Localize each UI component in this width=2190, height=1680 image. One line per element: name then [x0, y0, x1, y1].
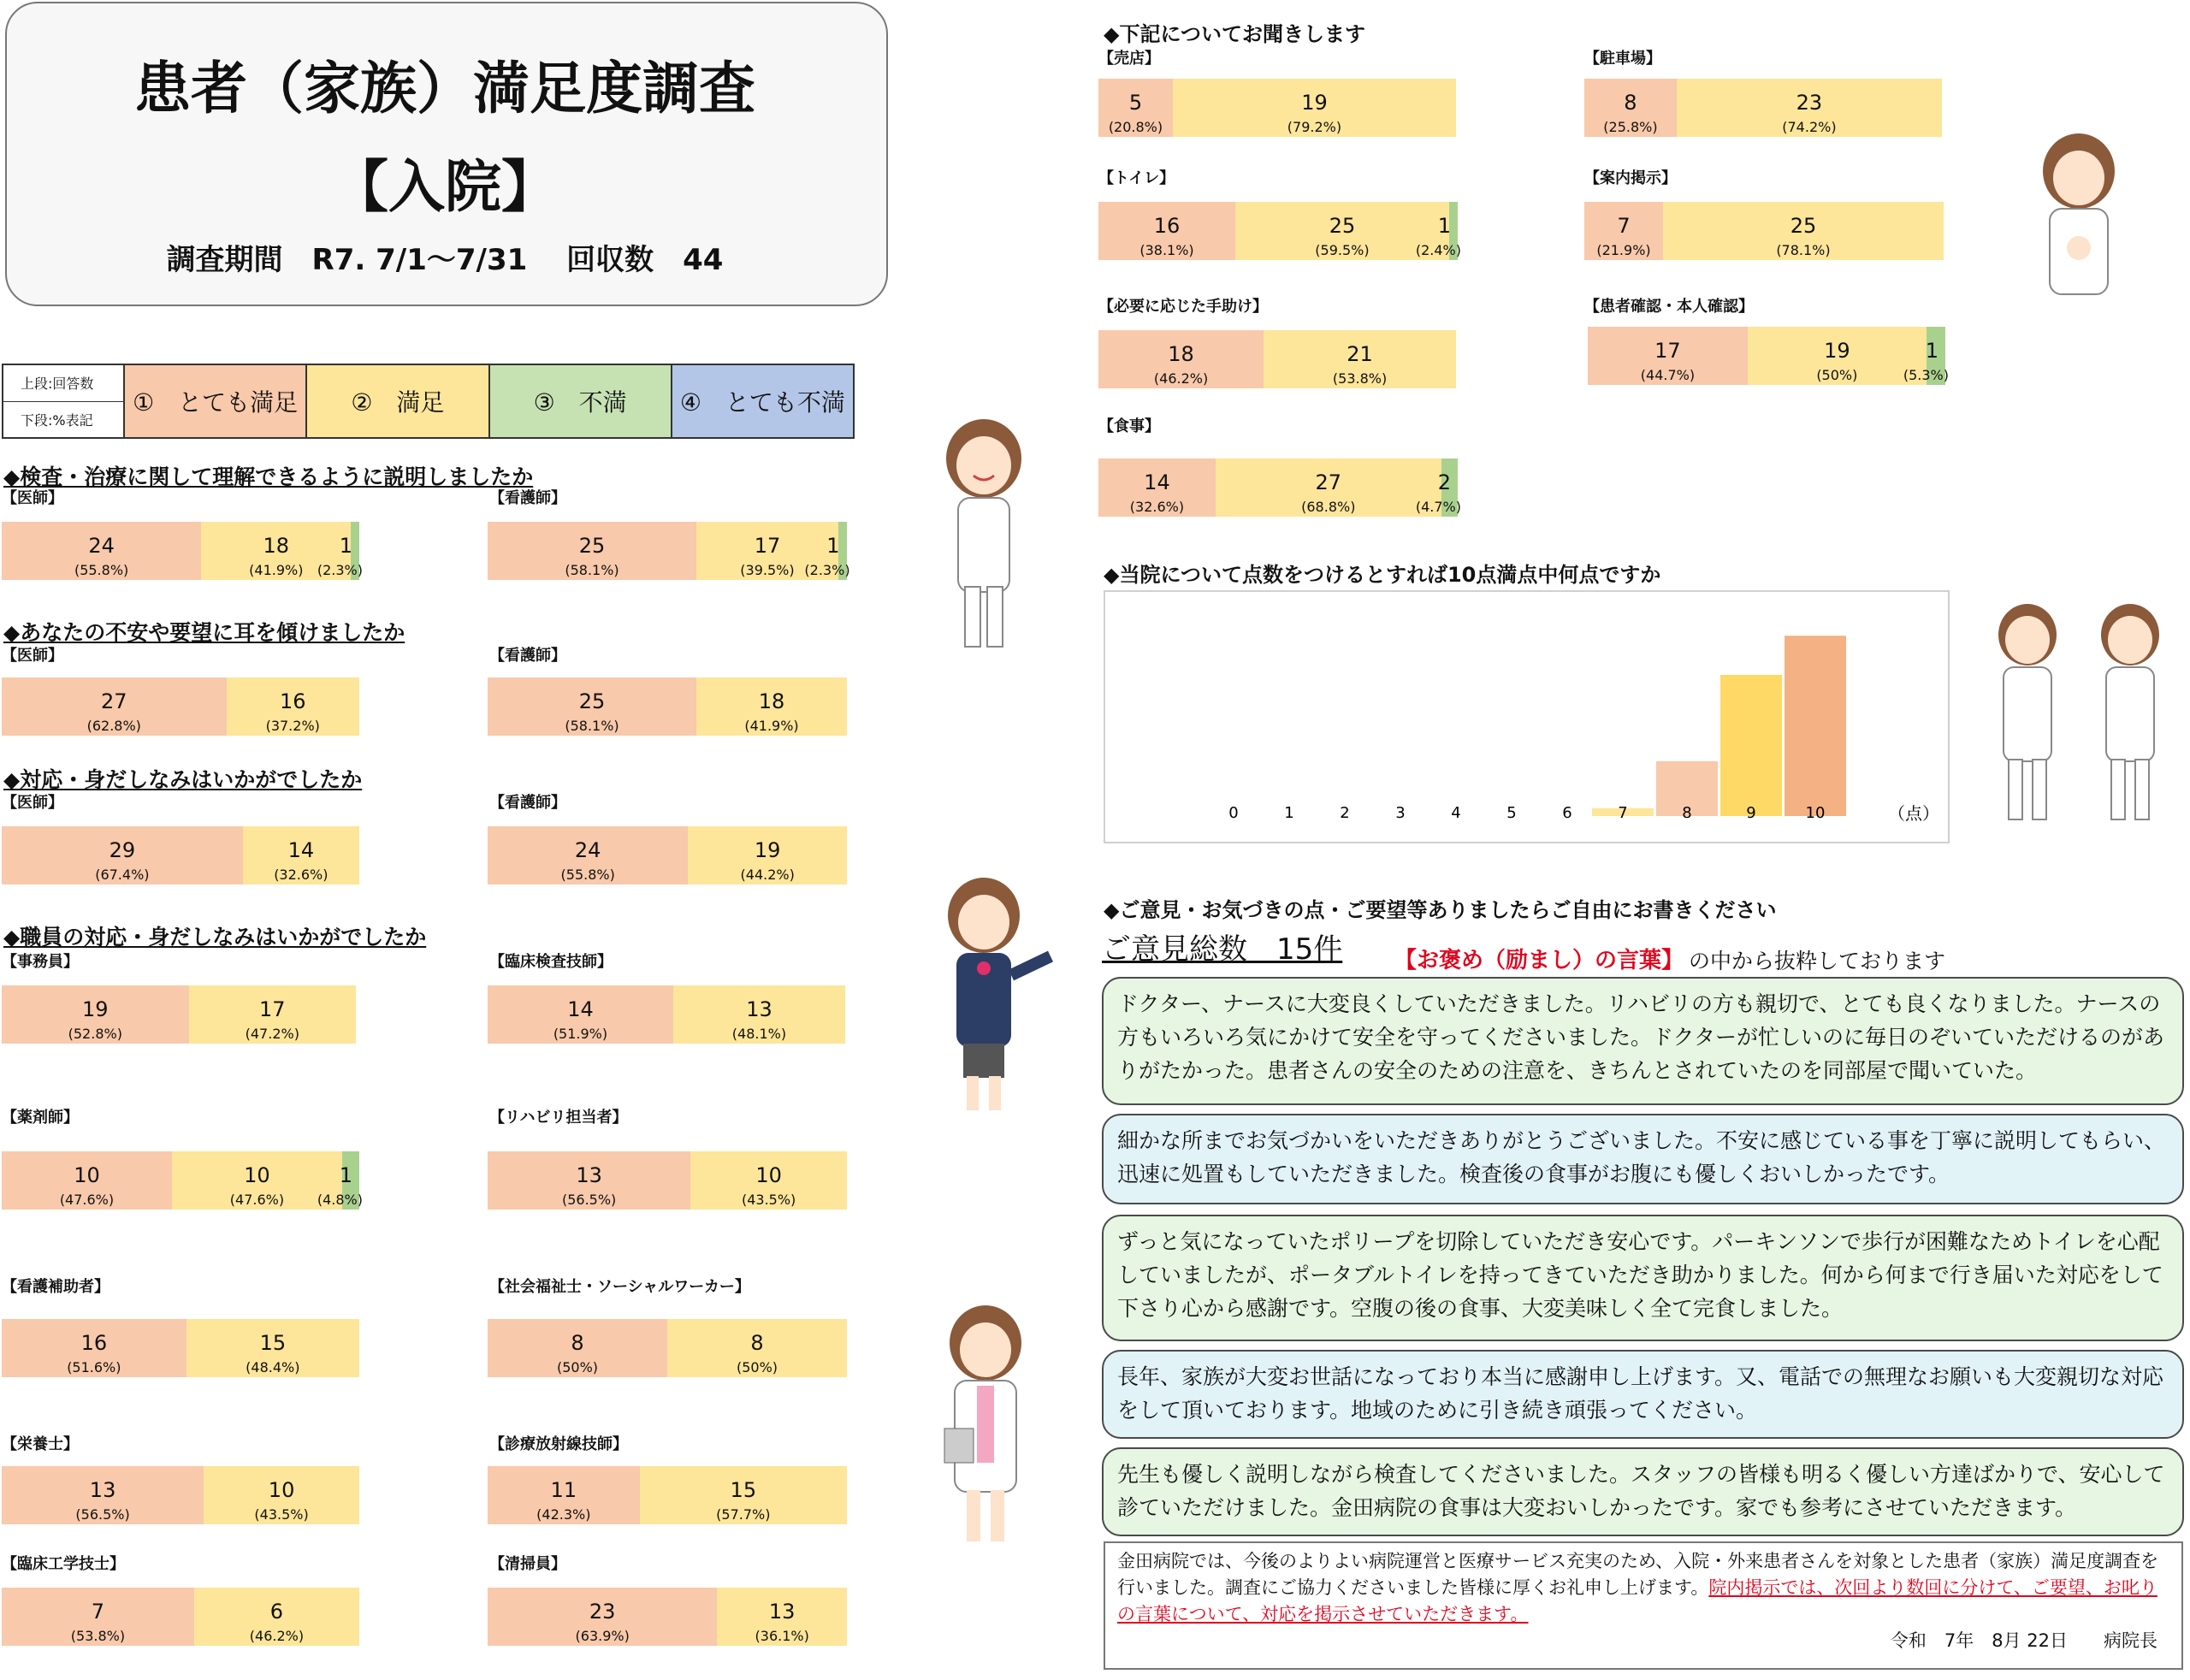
staff-bar-clinical-engineer-percent-1: (53.8%): [70, 1628, 126, 1644]
staff-bar-lab-tech-percent-2: (48.1%): [731, 1026, 787, 1042]
legend-very-dissatisfied: ④ とても不満: [672, 365, 853, 437]
score-tick-5: 5: [1506, 804, 1517, 822]
staff-bar-pharmacist-count-3: 1: [339, 1163, 352, 1187]
staff-bar-lab-tech-segment-1: [488, 985, 673, 1044]
facility-bar-signage-segment-2: [1663, 202, 1944, 260]
staff-bar-rehab-segment-2: [690, 1151, 847, 1210]
praise-label: 【お褒め（励まし）の言葉】: [1394, 948, 1684, 973]
staff-bar-lab-tech-percent-1: (51.9%): [553, 1026, 608, 1042]
staff-question-title: ◆職員の対応・身だしなみはいかがでしたか: [3, 925, 427, 949]
q1-nurse-bar: [488, 522, 850, 580]
staff-bar-nurse-aide-percent-1: (51.6%): [67, 1359, 121, 1375]
staff-bar-pharmacist-count-2: 10: [244, 1163, 270, 1187]
facility-bar-meal-percent-2: (68.8%): [1301, 499, 1356, 515]
score-tick-3: 3: [1395, 804, 1406, 822]
q1-nurse-bar-count-3: 1: [826, 534, 840, 558]
staff-bar-social-worker: [488, 1319, 847, 1377]
q3-nurse-label: 【看護師】: [489, 794, 566, 812]
facility-bar-toilet-count-1: 16: [1153, 214, 1181, 238]
legend-dissatisfied: ③ 不満: [490, 365, 672, 437]
q1-doctor-bar-percent-2: (41.9%): [249, 562, 304, 578]
director-message-text: 金田病院では、今後のよりよい病院運営と医療サービス充実のため、入院・外来患者さんを対象とした患者（家族）満足度調査を行いました。調査にご協力くださいました皆様に厚くお礼申し上げます。: [1117, 1551, 2159, 1598]
comment-4: 長年、家族が大変お世話になっており本当に感謝申し上げます。又、電話での無理なお願いも大変親切な対応をして頂いております。地域のために引き続き頑張ってください。: [1102, 1350, 2184, 1439]
staff-bar-clerk: [2, 985, 356, 1044]
q2-nurse-bar-count-1: 25: [578, 689, 606, 713]
score-question-title: ◆当院について点数をつけるとすれば10点満点中何点ですか: [1104, 563, 1661, 587]
staff-bar-lab-tech: [488, 985, 845, 1044]
facility-bar-shop-percent-2: (79.2%): [1287, 119, 1342, 135]
facility-bar-patient-id-count-1: 17: [1654, 339, 1681, 363]
score-tick-0: 0: [1228, 804, 1239, 822]
facility-bar-parking-percent-2: (74.2%): [1782, 119, 1837, 135]
staff-bar-radiology-segment-2: [640, 1466, 847, 1524]
q1-doctor-bar: [2, 522, 363, 580]
score-bar-9: [1720, 675, 1782, 816]
facility-bar-shop-count-2: 19: [1301, 91, 1328, 115]
q1-nurse-bar-segment-1: [488, 522, 696, 580]
staff-bar-clinical-engineer-segment-1: [2, 1588, 194, 1646]
staff-label-clinical-engineer: 【臨床工学技士】: [2, 1555, 125, 1573]
comment-3: ずっと気になっていたポリープを切除していただき安心です。パーキンソンで歩行が困難なためトイレを心配していましたが、ポータブルトイレを持ってきていただき助かりました。何から何まで行き届いた対応をして下さり心から感謝です。空腹の後の食事、大変美味しく全て完食しました。: [1102, 1215, 2184, 1341]
facility-bar-toilet-count-2: 25: [1329, 214, 1356, 238]
score-tick-2: 2: [1340, 804, 1350, 822]
staff-bar-clerk-percent-2: (47.2%): [245, 1026, 299, 1042]
facility-bar-meal-count-1: 14: [1144, 470, 1170, 494]
staff-bar-rehab-count-1: 13: [576, 1163, 602, 1187]
staff-bar-clerk-percent-1: (52.8%): [68, 1026, 122, 1042]
q1-nurse-label: 【看護師】: [489, 489, 566, 507]
facility-bar-parking: [1584, 79, 1942, 137]
q2-nurse-bar: [488, 677, 847, 736]
staff-bar-lab-tech-count-2: 13: [746, 997, 772, 1021]
facility-bar-parking-segment-2: [1677, 79, 1942, 137]
facilities-title: ◆下記についてお聞きします: [1104, 22, 1365, 46]
q3-nurse-bar-percent-1: (55.8%): [560, 867, 615, 883]
staff-bar-clinical-engineer-percent-2: (46.2%): [249, 1628, 305, 1644]
staff-bar-clerk-count-1: 19: [82, 997, 109, 1021]
staff-bar-clerk-count-2: 17: [259, 997, 286, 1021]
facility-bar-toilet: [1098, 202, 1461, 260]
staff-bar-rehab-percent-2: (43.5%): [741, 1192, 796, 1208]
score-tick-4: 4: [1451, 804, 1461, 822]
score-tick-7: 7: [1618, 804, 1628, 822]
q1-nurse-bar-segment-3: [804, 522, 850, 580]
question-3-title: ◆対応・身だしなみはいかがでしたか: [3, 767, 363, 792]
facility-bar-patient-id: [1588, 327, 1949, 385]
nurses-pair-illustration: [1976, 599, 2181, 830]
q2-doctor-bar-segment-1: [2, 677, 227, 736]
director-notice: 院内掲示では、次回より数回に分けて、ご要望、お叱りの言葉について、対応を掲示させていただきます。: [1117, 1577, 2157, 1624]
facility-bar-meal-percent-3: (4.7%): [1415, 499, 1461, 515]
score-bar-10: [1785, 636, 1846, 816]
comment-1: ドクター、ナースに大変良くしていただきました。リハビリの方も親切で、とても良くなりました。ナースの方もいろいろ気にかけて安全を守ってくださいました。ドクターが忙しいのに毎日のぞいていただけるのがありがたかった。患者さんの安全のための注意を、きちんとされていたのを同部屋で聞いていた。: [1102, 977, 2184, 1105]
facility-bar-meal-segment-3: [1415, 458, 1461, 517]
q1-doctor-label: 【医師】: [2, 489, 63, 507]
staff-bar-clinical-engineer-count-1: 7: [91, 1600, 105, 1624]
facility-bar-assistance-count-1: 18: [1168, 342, 1194, 366]
staff-bar-social-worker-segment-2: [667, 1319, 847, 1377]
facility-bar-assistance-percent-1: (46.2%): [1153, 370, 1209, 387]
q1-nurse-bar-count-2: 17: [754, 534, 781, 558]
staff-bar-radiology-percent-2: (57.7%): [716, 1506, 771, 1523]
staff-bar-social-worker-count-2: 8: [750, 1331, 764, 1355]
q2-doctor-label: 【医師】: [2, 647, 63, 665]
q2-doctor-bar-percent-1: (62.8%): [86, 718, 141, 734]
facility-bar-patient-id-count-3: 1: [1925, 339, 1938, 363]
staff-bar-cleaner: [488, 1588, 847, 1646]
staff-bar-clerk-segment-1: [2, 985, 189, 1044]
facility-bar-parking-percent-1: (25.8%): [1603, 119, 1658, 135]
q3-nurse-bar-segment-1: [488, 826, 688, 884]
q2-nurse-bar-count-2: 18: [758, 689, 785, 713]
facility-bar-toilet-segment-1: [1098, 202, 1235, 260]
staff-bar-clinical-engineer-count-2: 6: [269, 1600, 284, 1624]
facility-bar-parking-count-2: 23: [1796, 91, 1823, 115]
staff-bar-rehab-count-2: 10: [755, 1163, 782, 1187]
q3-doctor-bar: [2, 826, 359, 884]
staff-bar-social-worker-percent-1: (50%): [556, 1359, 599, 1375]
staff-bar-dietitian-percent-2: (43.5%): [254, 1506, 309, 1523]
facility-bar-assistance-percent-2: (53.8%): [1332, 370, 1388, 387]
staff-bar-cleaner-count-2: 13: [768, 1600, 796, 1624]
staff-label-clerk: 【事務員】: [2, 953, 79, 971]
q3-nurse-bar-count-2: 19: [754, 838, 781, 862]
staff-bar-nurse-aide-count-2: 15: [259, 1331, 287, 1355]
facility-bar-parking-segment-1: [1584, 79, 1677, 137]
staff-bar-radiology-count-2: 15: [730, 1478, 757, 1502]
staff-bar-radiology-segment-1: [488, 1466, 640, 1524]
facility-label-parking: 【駐車場】: [1584, 50, 1661, 68]
facility-bar-patient-id-percent-1: (44.7%): [1640, 367, 1696, 383]
staff-bar-lab-tech-segment-2: [673, 985, 845, 1044]
facility-bar-patient-id-percent-3: (5.3%): [1903, 367, 1949, 383]
q1-doctor-bar-percent-1: (55.8%): [74, 562, 129, 578]
q1-nurse-bar-count-1: 25: [578, 534, 606, 558]
q3-nurse-bar-segment-2: [688, 826, 847, 884]
facility-bar-signage-count-2: 25: [1790, 214, 1817, 238]
q3-doctor-bar-count-1: 29: [109, 838, 136, 862]
survey-period: 調査期間 R7. 7/1～7/31 回収数 44: [166, 243, 724, 277]
nurse-illustration-1: [932, 416, 1035, 664]
facility-bar-meal-percent-1: (32.6%): [1129, 499, 1185, 515]
facility-bar-patient-id-count-2: 19: [1824, 339, 1850, 363]
q3-doctor-bar-segment-1: [2, 826, 243, 884]
q1-doctor-bar-count-2: 18: [263, 534, 290, 558]
staff-label-nurse-aide: 【看護補助者】: [2, 1278, 110, 1296]
staff-bar-radiology: [488, 1466, 847, 1524]
facility-bar-toilet-count-3: 1: [1437, 214, 1451, 238]
facility-bar-patient-id-segment-1: [1588, 327, 1748, 385]
clerk-illustration: [932, 873, 1061, 1121]
staff-bar-nurse-aide: [2, 1319, 359, 1377]
facility-bar-parking-count-1: 8: [1624, 91, 1637, 115]
staff-bar-pharmacist-percent-1: (47.6%): [59, 1192, 115, 1208]
q2-doctor-bar-count-1: 27: [100, 689, 127, 713]
score-chart-frame: [1104, 590, 1950, 843]
staff-bar-cleaner-segment-1: [488, 1588, 717, 1646]
facility-bar-meal-count-2: 27: [1315, 470, 1342, 494]
staff-bar-clerk-segment-2: [189, 985, 356, 1044]
facility-bar-signage-count-1: 7: [1617, 214, 1631, 238]
q2-doctor-bar-percent-2: (37.2%): [265, 718, 320, 734]
legend: [2, 364, 855, 439]
q2-nurse-bar-percent-2: (41.9%): [744, 718, 799, 734]
staff-label-radiology: 【診療放射線技師】: [489, 1435, 628, 1453]
facility-bar-toilet-percent-1: (38.1%): [1139, 242, 1194, 258]
staff-bar-dietitian-segment-2: [204, 1466, 359, 1524]
staff-bar-pharmacist-segment-3: [317, 1151, 363, 1210]
facility-bar-signage-segment-1: [1584, 202, 1663, 260]
staff-bar-dietitian-percent-1: (56.5%): [75, 1506, 130, 1523]
facility-bar-shop-percent-1: (20.8%): [1108, 119, 1163, 135]
q2-doctor-bar: [2, 677, 359, 736]
q1-nurse-bar-percent-2: (39.5%): [740, 562, 795, 578]
facility-bar-shop-segment-2: [1173, 79, 1456, 137]
facility-label-assistance: 【必要に応じた手助け】: [1098, 298, 1268, 316]
staff-bar-dietitian: [2, 1466, 359, 1524]
staff-bar-rehab-percent-1: (56.5%): [561, 1192, 617, 1208]
score-tick-10: 10: [1805, 804, 1826, 822]
staff-label-dietitian: 【栄養士】: [2, 1435, 79, 1453]
staff-bar-rehab-segment-1: [488, 1151, 690, 1210]
staff-bar-nurse-aide-count-1: 16: [80, 1331, 108, 1355]
q3-nurse-bar: [488, 826, 847, 884]
page-title: 患者（家族）満足度調査: [134, 56, 755, 121]
q2-doctor-bar-count-2: 16: [279, 689, 306, 713]
q2-doctor-bar-segment-2: [227, 677, 359, 736]
director-message: [1104, 1541, 2183, 1670]
q2-nurse-bar-segment-2: [696, 677, 847, 736]
facility-bar-toilet-segment-3: [1415, 202, 1461, 260]
facility-bar-meal: [1098, 458, 1461, 517]
staff-bar-dietitian-count-2: 10: [268, 1478, 295, 1502]
facility-bar-meal-count-3: 2: [1437, 470, 1451, 494]
score-tick-8: 8: [1682, 804, 1692, 822]
facility-bar-assistance-segment-1: [1098, 330, 1264, 388]
score-chart: [1105, 592, 1948, 842]
staff-bar-radiology-count-1: 11: [550, 1478, 577, 1502]
facility-bar-meal-segment-1: [1098, 458, 1216, 517]
score-tick-6: 6: [1562, 804, 1572, 822]
facility-label-toilet: 【トイレ】: [1098, 169, 1175, 187]
q1-doctor-bar-segment-3: [317, 522, 363, 580]
q2-nurse-label: 【看護師】: [489, 647, 566, 665]
q1-nurse-bar-percent-1: (58.1%): [565, 562, 619, 578]
legend-row-percent: 下段:%表記: [21, 411, 93, 429]
staff-bar-nurse-aide-segment-2: [186, 1319, 359, 1377]
q3-doctor-bar-count-2: 14: [287, 838, 315, 862]
facility-bar-assistance: [1098, 330, 1456, 388]
q3-nurse-bar-count-1: 24: [574, 838, 601, 862]
facility-bar-patient-id-segment-3: [1903, 327, 1949, 385]
legend-row-count: 上段:回答数: [3, 365, 123, 402]
facility-bar-patient-id-percent-2: (50%): [1816, 367, 1858, 383]
facility-bar-assistance-count-2: 21: [1347, 342, 1373, 366]
facility-bar-shop-count-1: 5: [1128, 91, 1143, 115]
legend-key: [3, 365, 125, 437]
q3-doctor-bar-segment-2: [243, 826, 359, 884]
facility-bar-assistance-segment-2: [1264, 330, 1456, 388]
comment-2: 細かな所までお気づかいをいただきありがとうございました。不安に感じている事を丁寧に説明してもらい、迅速に処置もしていただきました。検査後の食事がお腹にも優しくおいしかったです。: [1102, 1114, 2184, 1204]
q1-doctor-bar-percent-3: (2.3%): [317, 562, 363, 578]
staff-bar-cleaner-percent-1: (63.9%): [575, 1628, 630, 1644]
staff-bar-clinical-engineer-segment-2: [194, 1588, 359, 1646]
q3-doctor-label: 【医師】: [2, 794, 63, 812]
staff-bar-social-worker-percent-2: (50%): [736, 1359, 778, 1375]
q3-nurse-bar-percent-2: (44.2%): [740, 867, 795, 883]
comments-count: ご意見総数 15件: [1102, 932, 1343, 967]
staff-label-cleaner: 【清掃員】: [489, 1555, 566, 1573]
staff-bar-dietitian-count-1: 13: [89, 1478, 116, 1502]
facility-bar-toilet-percent-3: (2.4%): [1415, 242, 1461, 258]
nurse-illustration-2: [2019, 128, 2139, 308]
q1-doctor-bar-count-3: 1: [339, 534, 352, 558]
pharmacist-illustration: [932, 1300, 1044, 1557]
staff-label-pharmacist: 【薬剤師】: [2, 1109, 79, 1127]
staff-label-social-worker: 【社会福祉士・ソーシャルワーカー】: [489, 1278, 750, 1296]
facility-bar-shop: [1098, 79, 1456, 137]
question-1-title: ◆検査・治療に関して理解できるように説明しましたか: [3, 464, 534, 489]
q3-doctor-bar-percent-2: (32.6%): [274, 867, 328, 883]
comments-title: ◆ご意見・お気づきの点・ご要望等ありましたらご自由にお書きください: [1104, 898, 1777, 922]
staff-bar-cleaner-percent-2: (36.1%): [755, 1628, 809, 1644]
facility-bar-shop-segment-1: [1098, 79, 1173, 137]
q1-nurse-bar-percent-3: (2.3%): [804, 562, 850, 578]
staff-bar-cleaner-count-1: 23: [589, 1600, 616, 1624]
facility-label-signage: 【案内掲示】: [1584, 169, 1677, 187]
q1-doctor-bar-segment-1: [2, 522, 201, 580]
staff-label-rehab: 【リハビリ担当者】: [489, 1109, 628, 1127]
facility-bar-signage: [1584, 202, 1944, 260]
facility-label-shop: 【売店】: [1098, 50, 1160, 68]
staff-bar-nurse-aide-segment-1: [2, 1319, 186, 1377]
staff-bar-pharmacist: [2, 1151, 363, 1210]
legend-very-satisfied: ① とても満足: [125, 365, 307, 437]
excerpt-note: の中から抜粋しております: [1689, 949, 1946, 973]
staff-bar-rehab: [488, 1151, 847, 1210]
staff-bar-pharmacist-count-1: 10: [74, 1163, 100, 1187]
staff-bar-nurse-aide-percent-2: (48.4%): [246, 1359, 300, 1375]
facility-bar-toilet-percent-2: (59.5%): [1315, 242, 1370, 258]
q2-nurse-bar-segment-1: [488, 677, 696, 736]
facility-bar-patient-id-segment-2: [1748, 327, 1927, 385]
facility-bar-signage-percent-1: (21.9%): [1596, 242, 1651, 258]
staff-bar-pharmacist-segment-1: [2, 1151, 172, 1210]
score-unit-label: （点）: [1888, 803, 1939, 824]
staff-bar-pharmacist-percent-2: (47.6%): [229, 1192, 285, 1208]
staff-bar-dietitian-segment-1: [2, 1466, 204, 1524]
facility-bar-meal-segment-2: [1216, 458, 1441, 517]
q1-doctor-bar-count-1: 24: [88, 534, 115, 558]
facility-bar-signage-percent-2: (78.1%): [1776, 242, 1831, 258]
staff-bar-clinical-engineer: [2, 1588, 359, 1646]
q3-doctor-bar-percent-1: (67.4%): [95, 867, 150, 883]
q2-nurse-bar-percent-1: (58.1%): [565, 718, 619, 734]
staff-bar-radiology-percent-1: (42.3%): [536, 1506, 591, 1523]
score-tick-1: 1: [1284, 804, 1294, 822]
staff-bar-lab-tech-count-1: 14: [567, 997, 594, 1021]
facility-label-meal: 【食事】: [1098, 417, 1160, 435]
question-2-title: ◆あなたの不安や要望に耳を傾けましたか: [3, 620, 405, 645]
staff-bar-social-worker-count-1: 8: [571, 1331, 584, 1355]
facility-label-patient-id: 【患者確認・本人確認】: [1584, 298, 1754, 316]
director-date: 令和 7年 8月 22日 病院長: [1890, 1630, 2157, 1651]
staff-bar-cleaner-segment-2: [717, 1588, 847, 1646]
staff-bar-social-worker-segment-1: [488, 1319, 667, 1377]
staff-label-lab-tech: 【臨床検査技師】: [489, 953, 613, 971]
comment-5: 先生も優しく説明しながら検査してくださいました。スタッフの皆様も明るく優しい方達ばかりで、安心して診ていただけました。金田病院の食事は大変おいしかったです。家でも参考にさせていただきます。: [1102, 1447, 2184, 1536]
page-subtitle: 【入院】: [332, 154, 558, 220]
legend-satisfied: ② 満足: [307, 365, 489, 437]
score-tick-9: 9: [1746, 804, 1756, 822]
staff-bar-pharmacist-percent-3: (4.8%): [317, 1192, 363, 1208]
